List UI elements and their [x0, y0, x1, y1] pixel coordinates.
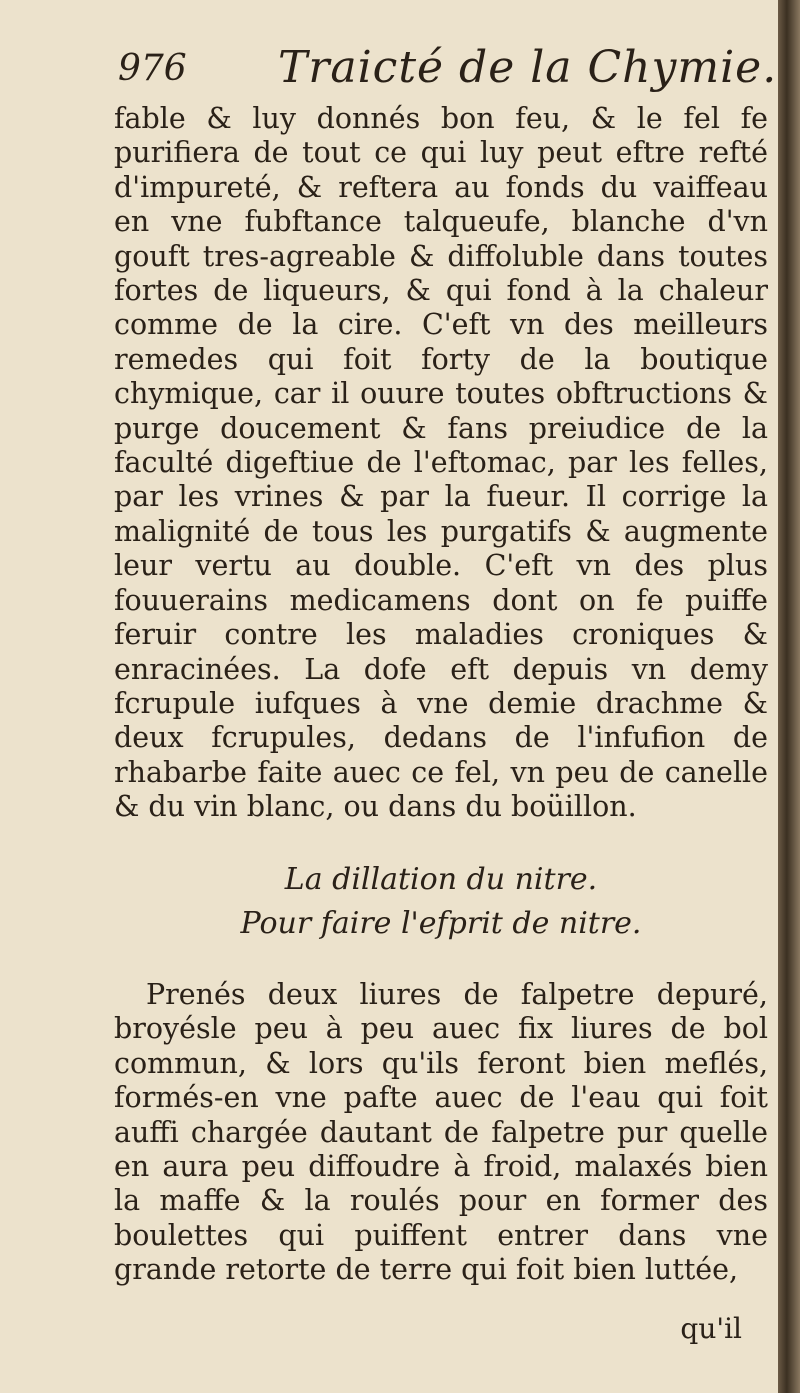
catchword: qu'il — [680, 1312, 742, 1345]
section-subtitle: Pour faire l'efprit de nitre. — [240, 906, 642, 941]
body-paragraph-2: Prenés deux liures de falpetre depuré, broyésle peu à peu auec fix liures de bol commun, & lors qu'ils feront bien meflés, formés-en vne pafte auec de l'eau qui foit auffi chargée dautant de falpetre pur quelle en aura peu diffoudre à froid, malaxés bien la maffe & la roulés pour en former des boulettes qui puiffent entrer dans vne grande retorte de terre qui foit bien luttée, — [114, 978, 768, 1287]
book-edge — [778, 0, 800, 1393]
page-header — [118, 42, 778, 102]
page-number: 976 — [118, 48, 187, 89]
body-paragraph-1: fable & luy donnés bon feu, & le fel fe purifiera de tout ce qui luy peut eftre refté d'impureté, & reftera au fonds du vaiffeau en vne fubftance talqueufe, blanche d'vn gouft tres-agreable & diffoluble dans toutes fortes de liqueurs, & qui fond à la chaleur comme de la cire. C'eft vn des meilleurs remedes qui foit forty de la boutique chymique, car il ouure toutes obftructions & purge doucement & fans preiudice de la faculté digeftiue de l'eftomac, par les felles, par les vrines & par la fueur. Il corrige la malignité de tous les purgatifs & augmente leur vertu au double. C'eft vn des plus fouuerains medicamens dont on fe puiffe feruir contre les maladies croniques & enracinées. La dofe eft depuis vn demy fcrupule iufques à vne demie drachme & deux fcrupules, dedans de l'infufion de rhabarbe faite auec ce fel, vn peu de canelle & du vin blanc, ou dans du boüillon. — [114, 102, 768, 824]
running-title: Traicté de la Chymie. — [278, 42, 778, 93]
section-title: La dillation du nitre. — [284, 862, 598, 897]
